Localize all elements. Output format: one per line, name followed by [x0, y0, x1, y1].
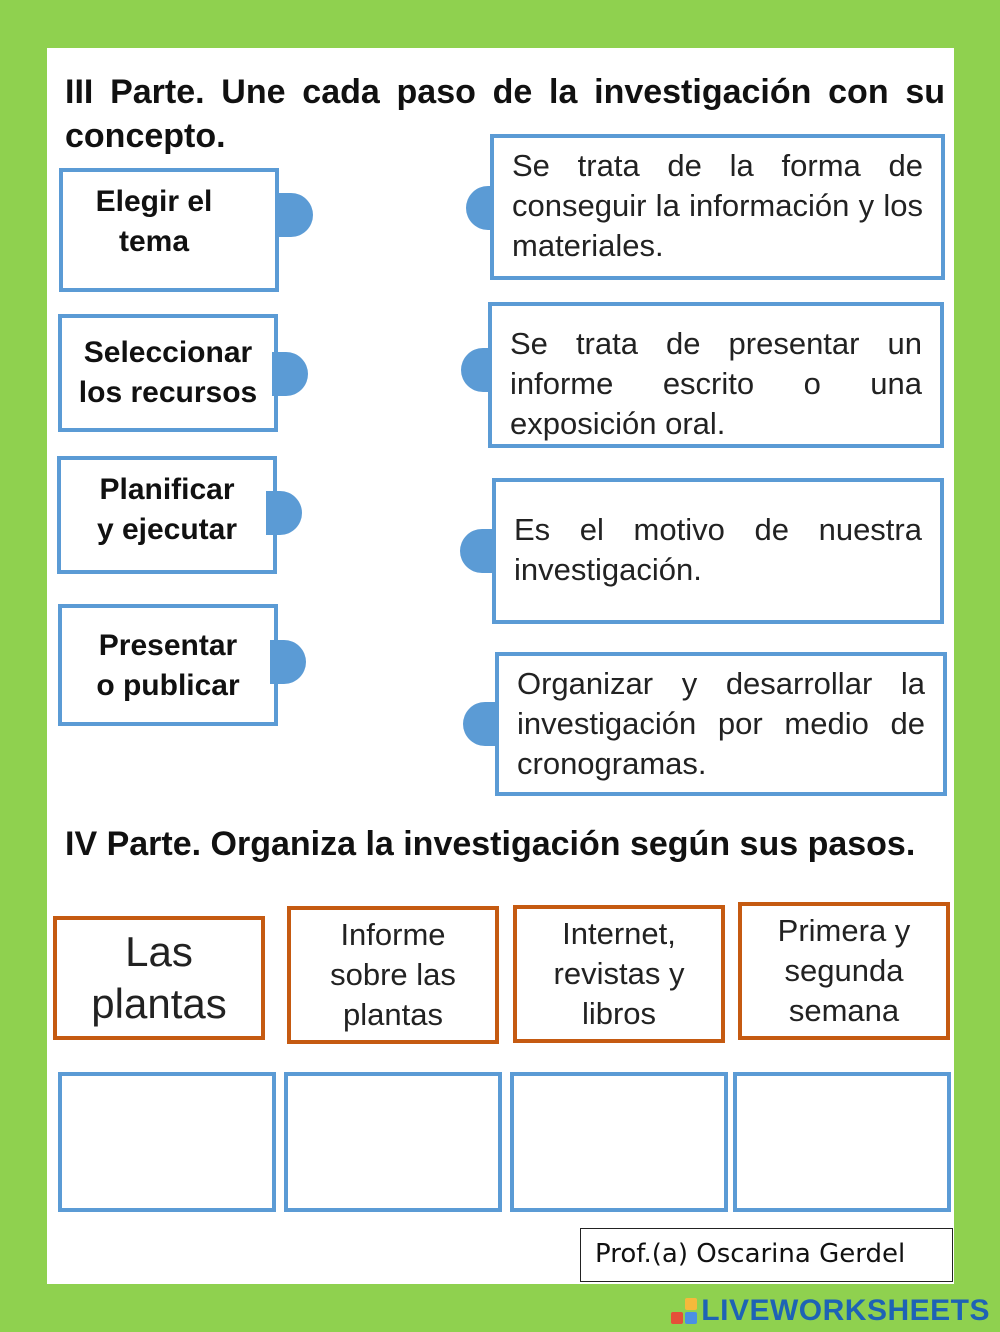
sort-card-report[interactable] — [287, 906, 499, 1044]
liveworksheets-logo-icon — [671, 1298, 697, 1324]
liveworksheets-brand[interactable] — [671, 1294, 990, 1328]
step-box-plan-execute[interactable] — [57, 456, 277, 574]
concept-text: Es el motivo de nuestra investigación. — [514, 512, 922, 587]
part4-title: IV Parte. Organiza la investigación según sus pasos. — [65, 825, 916, 863]
concept-box-resources[interactable] — [490, 134, 945, 280]
concept-text: Se trata de presentar un informe escrito o una exposición oral. — [510, 326, 922, 441]
drop-zone-2[interactable] — [284, 1072, 502, 1212]
concept-box-presentation[interactable] — [488, 302, 944, 448]
brand-name: LIVEWORKSHEETS — [701, 1294, 990, 1327]
step-box-select-resources[interactable] — [58, 314, 278, 432]
connector-knob[interactable] — [463, 702, 499, 746]
drop-zone-3[interactable] — [510, 1072, 728, 1212]
card-text: Internet, revistas y libros — [553, 916, 685, 1031]
step-box-choose-topic[interactable] — [59, 168, 279, 292]
concept-box-planning[interactable] — [495, 652, 947, 796]
drop-zone-4[interactable] — [733, 1072, 951, 1212]
sort-card-topic[interactable] — [53, 916, 265, 1040]
concept-text: Se trata de la forma de conseguir la información y los materiales. — [512, 148, 923, 263]
drop-zone-1[interactable] — [58, 1072, 276, 1212]
part3-title: III Parte. Une cada paso de la investigación con su concepto. — [65, 73, 945, 155]
step-label: Elegir el tema — [95, 185, 213, 258]
step-label: Presentar o publicar — [96, 629, 240, 702]
card-text: Las plantas — [91, 928, 227, 1027]
step-label: Planificar y ejecutar — [96, 473, 238, 546]
connector-knob[interactable] — [460, 529, 496, 573]
card-text: Informe sobre las plantas — [330, 917, 456, 1032]
card-text: Primera y segunda semana — [777, 913, 911, 1028]
step-label: Seleccionar los recursos — [78, 336, 258, 409]
step-box-present-publish[interactable] — [58, 604, 278, 726]
sort-card-schedule[interactable] — [738, 902, 950, 1040]
concept-box-topic[interactable] — [492, 478, 944, 624]
sort-card-resources[interactable] — [513, 905, 725, 1043]
concept-text: Organizar y desarrollar la investigación por medio de cronogramas. — [517, 666, 925, 781]
author-label: Prof.(a) Oscarina Gerdel — [580, 1228, 953, 1282]
